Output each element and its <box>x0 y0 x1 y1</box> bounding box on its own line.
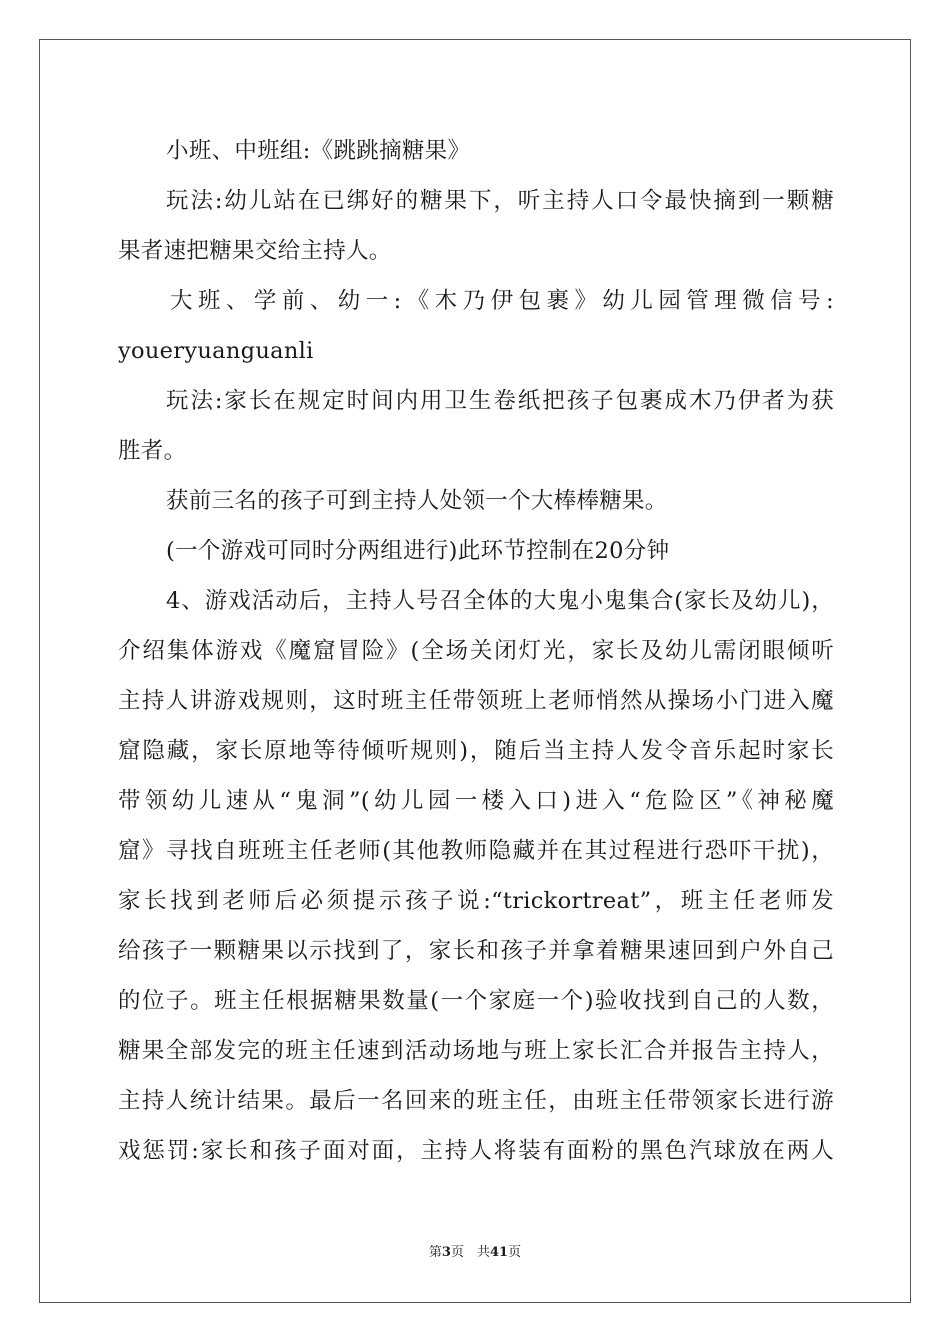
text-line: 果者速把糖果交给主持人。 <box>118 238 392 264</box>
text-line: 玩法:幼儿站在已绑好的糖果下，听主持人口令最快摘到一颗糖 <box>166 188 834 214</box>
text-line: 带领幼儿速从“鬼洞”(幼儿园一楼入口)进入“危险区”《神秘魔 <box>118 788 834 814</box>
text-line: 糖果全部发完的班主任速到活动场地与班上家长汇合并报告主持人， <box>118 1038 834 1064</box>
total-page-number: 41 <box>489 1245 509 1260</box>
text-line: 大班、学前、幼一:《木乃伊包裹》幼儿园管理微信号: <box>170 288 834 314</box>
text-line: 窟》寻找自班班主任老师(其他教师隐藏并在其过程进行恐吓干扰)， <box>118 838 834 864</box>
footer-prefix: 第 <box>428 1245 442 1260</box>
text-line: 家长找到老师后必须提示孩子说:“trickortreat”，班主任老师发 <box>118 888 834 914</box>
text-line: 获前三名的孩子可到主持人处领一个大棒棒糖果。 <box>166 488 668 514</box>
text-line: 窟隐藏，家长原地等待倾听规则)，随后当主持人发令音乐起时家长 <box>118 738 834 764</box>
text-line: 戏惩罚:家长和孩子面对面，主持人将装有面粉的黑色汽球放在两人 <box>118 1138 834 1164</box>
text-line: 小班、中班组:《跳跳摘糖果》 <box>166 138 471 164</box>
current-page-number: 3 <box>441 1245 451 1260</box>
page-number-footer <box>0 1244 950 1262</box>
text-line: 主持人统计结果。最后一名回来的班主任，由班主任带领家长进行游 <box>118 1088 834 1114</box>
footer-mid: 页 共 <box>450 1245 490 1260</box>
text-line: 的位子。班主任根据糖果数量(一个家庭一个)验收找到自己的人数， <box>118 988 834 1014</box>
text-line: 玩法:家长在规定时间内用卫生卷纸把孩子包裹成木乃伊者为获 <box>166 388 834 414</box>
text-line: youeryuanguanli <box>118 338 314 364</box>
text-line: 主持人讲游戏规则，这时班主任带领班上老师悄然从操场小门进入魔 <box>118 688 834 714</box>
text-line: (一个游戏可同时分两组进行)此环节控制在20分钟 <box>166 538 670 564</box>
text-line: 给孩子一颗糖果以示找到了，家长和孩子并拿着糖果速回到户外自己 <box>118 938 834 964</box>
footer-suffix: 页 <box>508 1245 522 1260</box>
text-line: 介绍集体游戏《魔窟冒险》(全场关闭灯光，家长及幼儿需闭眼倾听 <box>118 638 834 664</box>
text-line: 4、游戏活动后，主持人号召全体的大鬼小鬼集合(家长及幼儿)， <box>166 588 834 614</box>
text-line: 胜者。 <box>118 438 187 464</box>
